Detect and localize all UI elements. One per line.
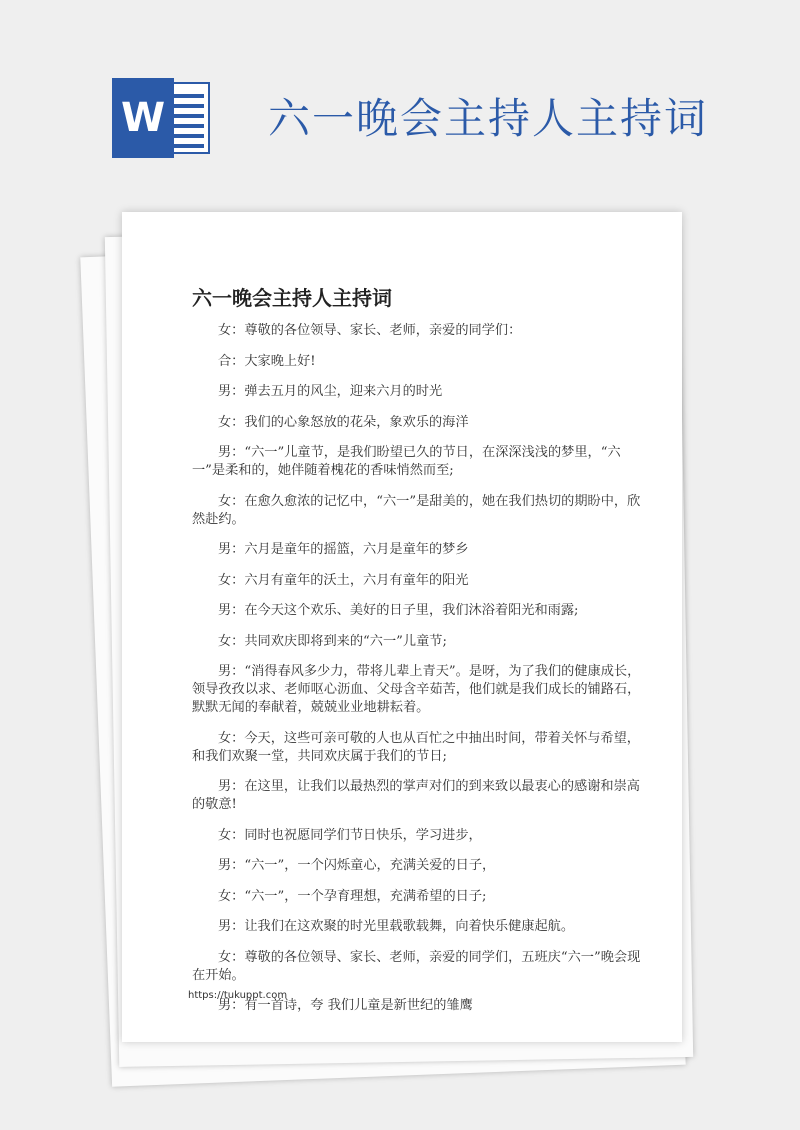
header-banner [0,0,800,200]
word-logo-letter: W [112,78,174,158]
paragraph: 女：尊敬的各位领导、家长、老师，亲爱的同学们，五班庆“六一”晚会现在开始。 [192,949,641,983]
paragraph: 男：“消得春风多少力，带将儿辈上青天”。是呀，为了我们的健康成长，领导孜孜以求、老师呕心沥血、父母含辛茹苦，他们就是我们成长的铺路石，默默无闻的奉献着，兢兢业业地耕耘着。 [192,664,641,715]
paragraph: 合：大家晚上好! [218,353,316,369]
paragraph: 男：在今天这个欢乐、美好的日子里，我们沐浴着阳光和雨露; [218,603,579,618]
paragraph: 女：六月有童年的沃土，六月有童年的阳光 [218,572,469,588]
paragraph: 女：尊敬的各位领导、家长、老师，亲爱的同学们： [218,323,522,338]
paragraph: 男：让我们在这欢聚的时光里载歌载舞，向着快乐健康起航。 [218,919,575,934]
footer-link[interactable]: https://tukuppt.com [188,990,288,1001]
paragraph: 女：共同欢庆即将到来的“六一”儿童节; [218,633,447,649]
document-page [122,212,682,1042]
paragraph: 男：弹去五月的风尘，迎来六月的时光 [218,384,443,399]
paragraph: 女：在愈久愈浓的记忆中，“六一”是甜美的，她在我们热切的期盼中，欣然赴约。 [192,493,641,527]
paragraph: 男：有一首诗，夸 我们儿童是新世纪的雏鹰 [218,998,473,1013]
paragraph: 男：“六一”儿童节，是我们盼望已久的节日，在深深浅浅的梦里，“六一”是柔和的，她伴随着槐花的香味悄然而至; [192,445,621,478]
paragraph: 男：六月是童年的摇篮，六月是童年的梦乡 [218,542,469,557]
document-title: 六一晚会主持人主持词 [192,286,392,310]
paragraph: 女：今天，这些可亲可敬的人也从百忙之中抽出时间，带着关怀与希望，和我们欢聚一堂，共同欢庆属于我们的节日; [192,730,640,764]
header-title: 六一晚会主持人主持词 [268,94,709,143]
paragraph: 男：在这里，让我们以最热烈的掌声对们的到来致以最衷心的感谢和崇高的敬意! [192,779,640,812]
paragraph: 女：“六一”，一个孕育理想，充满希望的日子; [218,888,487,904]
document-body [192,322,642,1028]
paragraph: 男：“六一”，一个闪烁童心，充满关爱的日子， [218,858,496,873]
paragraph: 女：同时也祝愿同学们节日快乐，学习进步， [218,827,482,843]
paragraph: 女：我们的心象怒放的花朵，象欢乐的海洋 [218,414,469,430]
word-logo-icon [112,78,212,158]
